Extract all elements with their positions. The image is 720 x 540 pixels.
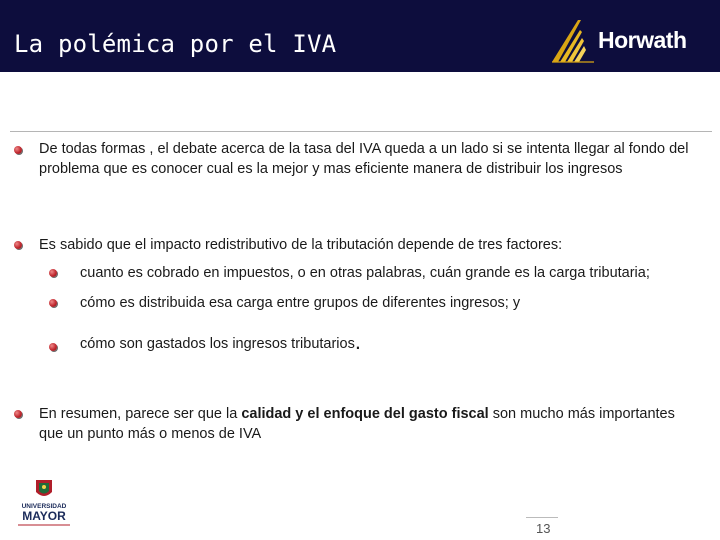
bullet-marker — [14, 146, 22, 154]
sub-bullet-marker — [49, 343, 57, 351]
title-bar — [0, 0, 720, 72]
bullet-text-factores: Es sabido que el impacto redistributivo de la tributación depende de tres factores: — [39, 237, 563, 253]
bullet-text-debate: De todas formas , el debate acerca de la tasa del IVA queda a un lado si se intenta llegar al fondo del problema que es conocer cual es la mejor y mas eficiente manera de distribuir los ingresos — [39, 141, 689, 177]
resumen-pre: En resumen, parece ser que la — [39, 406, 242, 422]
slide-title: La polémica por el IVA — [14, 30, 337, 58]
horwath-crown-icon — [552, 20, 594, 62]
title-divider — [10, 131, 712, 132]
mayor-wordmark: MAYOR — [22, 509, 66, 523]
page-number-rule — [526, 517, 558, 518]
bullet-marker — [14, 410, 22, 418]
horwath-logo — [548, 18, 698, 64]
resumen-emphasis: calidad y el enfoque del gasto fiscal — [241, 406, 489, 422]
university-shield-icon — [36, 480, 52, 496]
sub-bullet-text-distribucion: cómo es distribuida esa carga entre grupos de diferentes ingresos; y — [80, 295, 521, 311]
page-number: 13 — [536, 521, 551, 536]
universidad-mayor-logo — [14, 478, 74, 530]
horwath-wordmark: Horwath — [598, 27, 687, 53]
resumen-post: son mucho más importantes que un punto más o menos de IVA — [39, 406, 675, 442]
sub-bullet-marker — [49, 299, 57, 307]
sub-bullet-marker — [49, 269, 57, 277]
universidad-wordmark: UNIVERSIDAD — [21, 503, 67, 510]
sub-bullet-text-gasto-period: . — [354, 329, 361, 354]
sub-bullet-text-gasto — [80, 329, 712, 354]
sub-bullet-text-gasto-main: cómo son gastados los ingresos tributarios — [80, 336, 355, 352]
sub-bullet-text-carga: cuanto es cobrado en impuestos, o en otras palabras, cuán grande es la carga tributaria; — [80, 265, 650, 281]
bullet-marker — [14, 241, 22, 249]
bullet-text-resumen — [39, 404, 701, 444]
